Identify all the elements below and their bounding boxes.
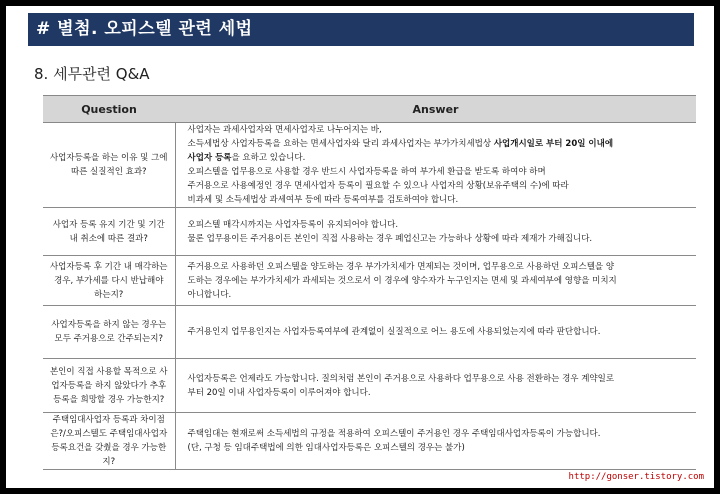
answer-line: 사업자는 과세사업자와 면세사업자로 나누어지는 바, <box>187 125 382 135</box>
table-row <box>43 123 696 208</box>
answer-line: 오피스텔 매각시까지는 사업자등록이 유지되어야 합니다. <box>187 219 399 230</box>
question-cell: 사업자등록을 하는 이유 및 그에 따른 실질적인 효과? <box>43 123 175 208</box>
answer-cell <box>175 256 696 306</box>
document-page <box>6 6 714 488</box>
answer-cell <box>175 208 696 256</box>
answer-line: 소득세법상 사업자등록을 요하는 면세사업자와 달리 과세사업자는 부가가치세법상 <box>187 139 494 149</box>
answer-cell <box>175 359 696 413</box>
answer-line: 을 요하고 있습니다. <box>231 153 306 163</box>
question-cell: 사업자등록 후 기간 내 매각하는 경우, 부가세를 다시 반납해야 하는지? <box>43 256 175 306</box>
answer-cell <box>175 413 696 470</box>
table-row <box>43 359 696 413</box>
source-url: http://gonser.tistory.com <box>568 472 704 482</box>
answer-emphasis: 사업개시일로 부터 20일 이내에 <box>493 139 614 149</box>
answer-line: 주거용으로 사용하던 오피스텔을 양도하는 경우 부가가치세가 면제되는 것이며, 업무용으로 사용하던 오피스텔을 양 <box>187 261 615 272</box>
question-cell: 사업자등록을 하지 않는 경우는 모두 주거용으로 간주되는지? <box>43 306 175 359</box>
answer-line: 아니합니다. <box>187 289 232 300</box>
answer-line: 부터 20일 이내 사업자등록이 이루어져야 합니다. <box>187 387 371 398</box>
answer-line: 주거용인지 업무용인지는 사업자등록여부에 관계없이 실질적으로 어느 용도에 사용되었는지에 따라 판단합니다. <box>187 327 601 337</box>
answer-cell <box>175 306 696 359</box>
answer-line: 주택임대는 현재로써 소득세법의 규정을 적용하여 오피스텔이 주거용인 경우 주택임대사업자등록이 가능합니다. <box>187 429 601 439</box>
section-title: 8. 세무관련 Q&A <box>34 65 150 83</box>
page-banner: # 별첨. 오피스텔 관련 세법 <box>28 13 694 46</box>
answer-line: 도하는 경우에는 부가가치세가 과세되는 것으로서 이 경우에 양수자가 누구인지는 면세 및 과세여부에 영향을 미치지 <box>187 275 617 286</box>
qa-table <box>43 95 696 470</box>
answer-line: 오피스텔을 업무용으로 사용할 경우 반드시 사업자등록을 하여 부가세 환급을 받도록 하여야 하며 <box>187 167 546 177</box>
question-cell: 주택임대사업자 등록과 차이점은?/오피스텔도 주택임대사업자 등록요건을 갖췄을 경우 가능한지? <box>43 413 175 470</box>
answer-emphasis: 사업자 등록 <box>187 153 232 163</box>
answer-line: 비과세 및 소득세법상 과세여부 등에 따라 등록여부를 검토하여야 합니다. <box>187 195 459 205</box>
question-cell: 사업자 등록 유지 기간 및 기간 내 취소에 따른 결과? <box>43 208 175 256</box>
table-row <box>43 306 696 359</box>
answer-line: 물론 업무용이든 주거용이든 본인이 직접 사용하는 경우 폐업신고는 가능하나 상황에 따라 제재가 가해집니다. <box>187 233 593 244</box>
table-row <box>43 256 696 306</box>
question-header: Question <box>43 96 175 123</box>
answer-header: Answer <box>175 96 696 123</box>
table-row <box>43 208 696 256</box>
answer-line: 주거용으로 사용예정인 경우 면세사업자 등록이 필요할 수 있으나 사업자의 상황(보유주택의 수)에 따라 <box>187 181 569 191</box>
question-cell: 본인이 직접 사용할 목적으로 사업자등록을 하지 않았다가 추후 등록을 희망할 경우 가능한지? <box>43 359 175 413</box>
answer-line: (단, 구청 등 임대주택법에 의한 임대사업자등록은 오피스텔의 경우는 불가) <box>187 443 465 453</box>
table-row <box>43 413 696 470</box>
answer-cell <box>175 123 696 208</box>
answer-line: 사업자등록은 언제라도 가능합니다. 질의처럼 본인이 주거용으로 사용하다 업무용으로 사용 전환하는 경우 계약일로 <box>187 373 615 384</box>
table-header-row <box>43 96 696 123</box>
